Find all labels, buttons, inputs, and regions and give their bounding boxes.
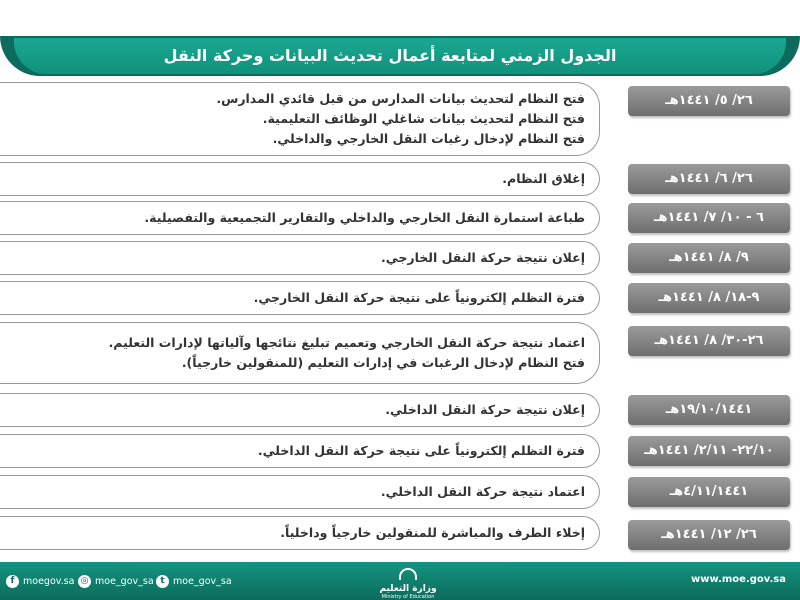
- row-date-badge: ١٩/١٠/١٤٤١هـ: [628, 395, 790, 425]
- ministry-logo: [372, 568, 444, 600]
- row-line: إغلاق النظام.: [502, 171, 585, 186]
- row-date-badge: ٢٦/ ٦/ ١٤٤١هـ: [628, 164, 790, 194]
- ministry-subtitle: Ministry of Education: [381, 594, 435, 600]
- row-date-badge: ٩-١٨/ ٨/ ١٤٤١هـ: [628, 283, 790, 313]
- timeline-row: [0, 162, 800, 196]
- row-line: إعلان نتيجة حركة النقل الخارجي.: [380, 250, 585, 265]
- row-description: [0, 434, 600, 468]
- row-description: [0, 82, 600, 156]
- timeline-row: [0, 434, 800, 468]
- twitter-icon: t: [156, 575, 169, 588]
- timeline-row: [0, 241, 800, 275]
- row-date-badge: ٢٢/١٠- ٢/١١/ ١٤٤١هـ: [628, 436, 790, 466]
- twitter-handle: moe_gov_sa: [173, 575, 232, 587]
- row-line: فترة التظلم إلكترونياً على نتيجة حركة النقل الداخلي.: [257, 443, 585, 458]
- timeline-row: [0, 281, 800, 315]
- row-date-badge: ٢٦/ ٥/ ١٤٤١هـ: [628, 86, 790, 116]
- row-line: اعتماد نتيجة حركة النقل الخارجي وتعميم تبليغ نتائجها وآلياتها لإدارات التعليم.: [108, 335, 585, 350]
- row-line: فترة التظلم إلكترونياً على نتيجة حركة النقل الخارجي.: [253, 290, 585, 305]
- row-date-badge: ٩/ ٨/ ١٤٤١هـ: [628, 243, 790, 273]
- row-description: [0, 162, 600, 196]
- row-line: فتح النظام لإدخال رغبات النقل الخارجي والداخلي.: [272, 131, 585, 146]
- row-line: فتح النظام لتحديث بيانات شاغلي الوظائف التعليمية.: [262, 111, 585, 126]
- ministry-emblem-icon: [399, 568, 417, 580]
- row-line: فتح النظام لتحديث بيانات المدارس من قبل قائدي المدارس.: [216, 91, 585, 106]
- row-description: [0, 281, 600, 315]
- instagram-handle: moe_gov_sa: [95, 575, 154, 587]
- facebook-icon: f: [6, 575, 19, 588]
- row-line: فتح النظام لإدخال الرغبات في إدارات التعليم (للمنقولين خارجياً).: [181, 355, 585, 370]
- timeline-row: [0, 393, 800, 427]
- instagram-icon: ◎: [78, 575, 91, 588]
- row-line: اعتماد نتيجة حركة النقل الداخلي.: [380, 484, 585, 499]
- row-description: [0, 475, 600, 509]
- website-link[interactable]: www.moe.gov.sa: [691, 574, 786, 585]
- timeline-row: [0, 516, 800, 550]
- row-date-badge: ٦ - ١٠/ ٧/ ١٤٤١هـ: [628, 203, 790, 233]
- timeline-row: [0, 322, 800, 384]
- row-description: [0, 201, 600, 235]
- row-description: [0, 393, 600, 427]
- facebook-handle: moegov.sa: [23, 575, 75, 587]
- timeline-row: [0, 82, 800, 156]
- row-date-badge: ٤/١١/١٤٤١هـ: [628, 477, 790, 507]
- row-line: إخلاء الطرف والمباشرة للمنقولين خارجياً وداخلياً.: [280, 525, 585, 540]
- instagram-link[interactable]: [78, 574, 154, 588]
- ministry-name: وزارة التعليم: [379, 584, 437, 594]
- twitter-link[interactable]: [156, 574, 232, 588]
- page-title: الجدول الزمني لمتابعة أعمال تحديث البيانات وحركة النقل: [163, 46, 617, 65]
- row-date-badge: ٢٦/ ١٢/ ١٤٤١هـ: [628, 520, 790, 550]
- row-description: [0, 322, 600, 384]
- row-description: [0, 241, 600, 275]
- timeline-row: [0, 201, 800, 235]
- row-line: طباعة استمارة النقل الخارجي والداخلي والتقارير التجميعية والتفصيلية.: [144, 210, 585, 225]
- timeline-row: [0, 475, 800, 509]
- footer-bar: [0, 562, 800, 600]
- row-description: [0, 516, 600, 550]
- facebook-link[interactable]: [6, 574, 74, 588]
- row-line: إعلان نتيجة حركة النقل الداخلي.: [385, 402, 585, 417]
- row-date-badge: ٢٦-٣٠/ ٨/ ١٤٤١هـ: [628, 326, 790, 356]
